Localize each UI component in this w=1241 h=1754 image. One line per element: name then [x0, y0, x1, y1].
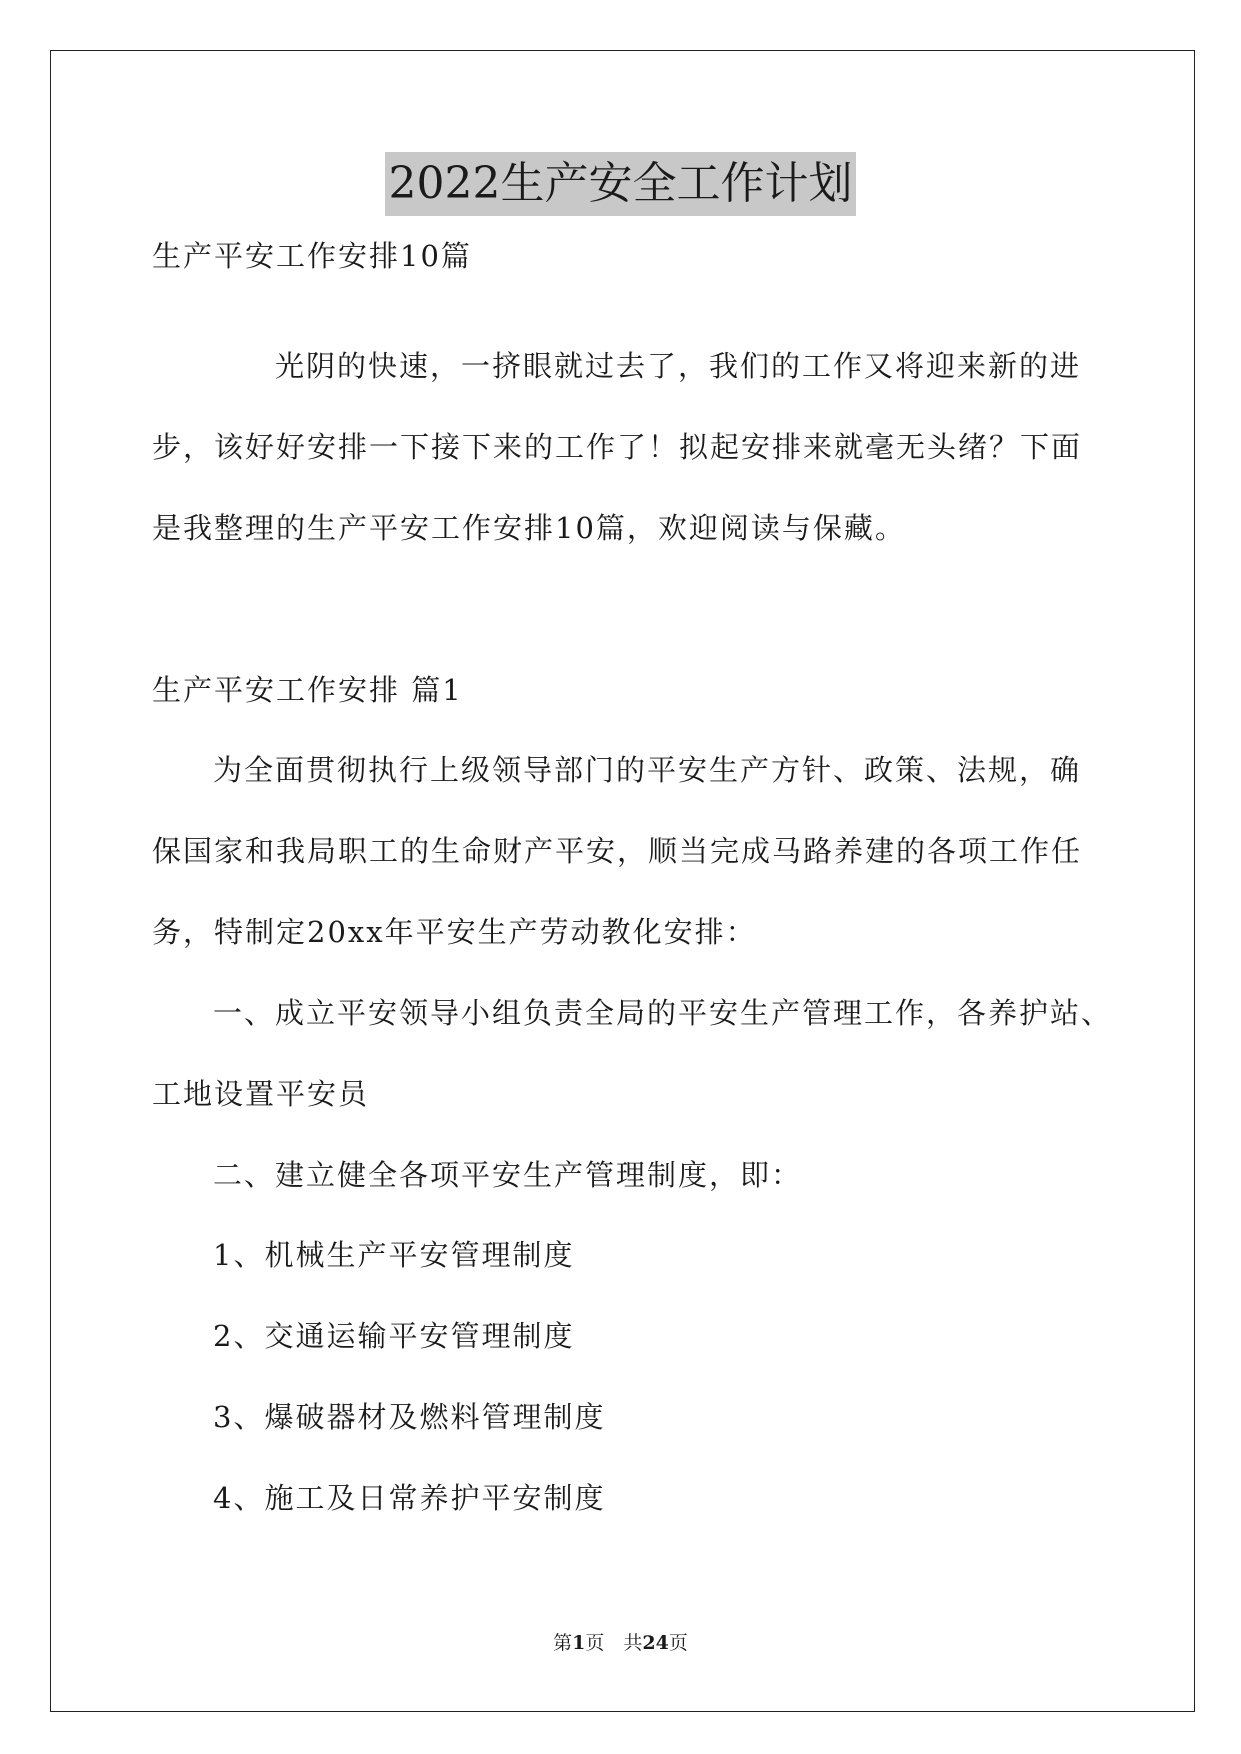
- page-footer: [0, 1630, 1241, 1656]
- page-suffix: 页: [668, 1632, 688, 1654]
- page-current: 1: [572, 1632, 586, 1654]
- page-prefix: 第: [553, 1632, 573, 1654]
- list-item: 3、爆破器材及燃料管理制度: [213, 1400, 606, 1434]
- list-item: 1、机械生产平安管理制度: [213, 1238, 575, 1272]
- paragraph-line: 二、建立健全各项平安生产管理制度，即：: [213, 1158, 803, 1192]
- paragraph-line: 光阴的快速，一挤眼就过去了，我们的工作又将迎来新的进: [275, 349, 1082, 383]
- paragraph-line: 一、成立平安领导小组负责全局的平安生产管理工作，各养护站、: [213, 996, 1113, 1030]
- list-item: 2、交通运输平安管理制度: [213, 1319, 575, 1353]
- paragraph-line: 保国家和我局职工的生命财产平安，顺当完成马路养建的各项工作任: [152, 834, 1083, 868]
- page-mid: 页 共: [585, 1632, 643, 1654]
- document-title: 2022生产安全工作计划: [385, 152, 857, 216]
- paragraph-line: 是我整理的生产平安工作安排10篇，欢迎阅读与保藏。: [152, 511, 906, 545]
- list-item: 4、施工及日常养护平安制度: [213, 1481, 606, 1515]
- paragraph-line: 工地设置平安员: [152, 1077, 370, 1111]
- page-total: 24: [642, 1632, 669, 1654]
- subtitle-line: 生产平安工作安排10篇: [152, 239, 472, 273]
- paragraph-line: 务，特制定20xx年平安生产劳动教化安排：: [152, 915, 757, 949]
- paragraph-line: 为全面贯彻执行上级领导部门的平安生产方针、政策、法规，确: [213, 753, 1082, 787]
- title-container: [0, 152, 1241, 216]
- section-heading: 生产平安工作安排 篇1: [152, 673, 463, 707]
- page-border: [50, 50, 1195, 1712]
- paragraph-line: 步，该好好安排一下接下来的工作了！拟起安排来就毫无头绪？下面: [152, 430, 1083, 464]
